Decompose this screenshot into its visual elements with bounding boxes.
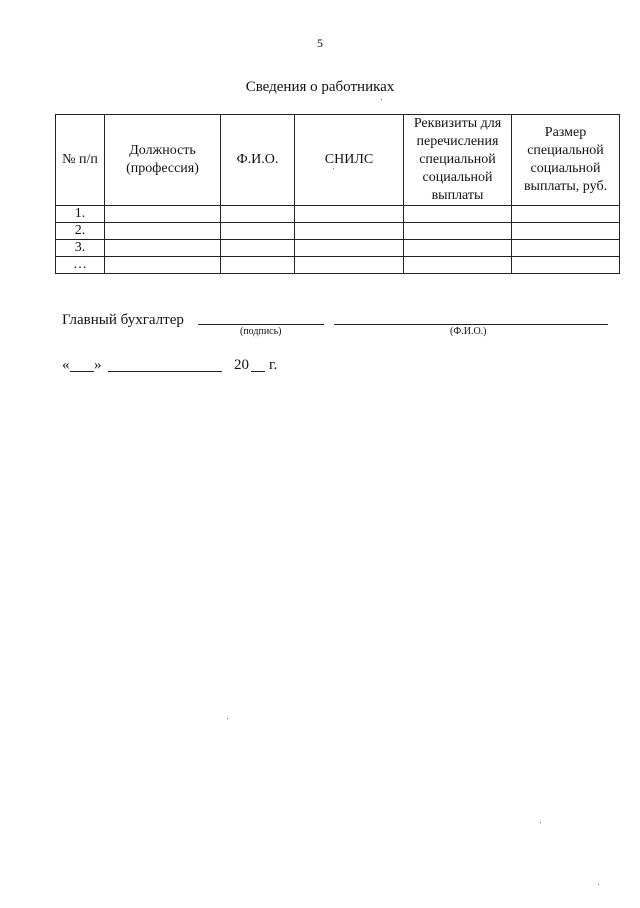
- document-title: Сведения о работниках: [245, 79, 395, 95]
- year-prefix: 20: [234, 357, 249, 373]
- full-name-cell: [221, 240, 295, 257]
- table-row: [56, 223, 620, 240]
- header-payment-details: Реквизиты для перечисления специальной социальной выплаты: [404, 115, 512, 206]
- position-cell: [105, 257, 221, 274]
- row-number-cell: 3.: [56, 240, 105, 257]
- table-row: [56, 240, 620, 257]
- snils-cell: [295, 206, 404, 223]
- scan-speck: [598, 884, 599, 885]
- payment-details-cell: [404, 206, 512, 223]
- day-blank-line: [70, 371, 94, 372]
- year-blank-line: [251, 371, 265, 372]
- full-name-blank-line: [334, 324, 608, 325]
- payment-details-cell: [404, 257, 512, 274]
- full-name-caption: (Ф.И.О.): [450, 326, 487, 337]
- table-header-row: [56, 115, 620, 206]
- snils-cell: [295, 223, 404, 240]
- full-name-cell: [221, 223, 295, 240]
- header-payment-amount: Размер специальной социальной выплаты, руб.: [512, 115, 620, 206]
- month-blank-line: [108, 371, 222, 372]
- table-row: [56, 257, 620, 274]
- row-number-cell: 2.: [56, 223, 105, 240]
- signature-blank-line: [198, 324, 324, 325]
- header-position: Должность (профессия): [105, 115, 221, 206]
- workers-table: [55, 114, 620, 274]
- row-number-cell: …: [56, 257, 105, 274]
- table-row: [56, 206, 620, 223]
- header-snils: СНИЛС: [295, 115, 404, 206]
- payment-details-cell: [404, 240, 512, 257]
- date-open-quote: «: [62, 357, 70, 373]
- signature-label: Главный бухгалтер: [62, 312, 184, 328]
- date-close-quote: »: [94, 357, 102, 373]
- position-cell: [105, 206, 221, 223]
- full-name-cell: [221, 206, 295, 223]
- payment-amount-cell: [512, 206, 620, 223]
- signature-caption: (подпись): [240, 326, 282, 337]
- date-block: [62, 357, 362, 377]
- signature-block: [62, 312, 622, 342]
- payment-amount-cell: [512, 257, 620, 274]
- snils-cell: [295, 240, 404, 257]
- page-number: 5: [317, 36, 323, 50]
- payment-amount-cell: [512, 240, 620, 257]
- snils-cell: [295, 257, 404, 274]
- full-name-cell: [221, 257, 295, 274]
- scan-speck: [540, 822, 541, 823]
- header-full-name: Ф.И.О.: [221, 115, 295, 206]
- year-suffix: г.: [269, 357, 278, 373]
- position-cell: [105, 223, 221, 240]
- position-cell: [105, 240, 221, 257]
- scan-speck: [333, 168, 334, 169]
- payment-amount-cell: [512, 223, 620, 240]
- row-number-cell: 1.: [56, 206, 105, 223]
- scan-speck: [227, 718, 228, 719]
- payment-details-cell: [404, 223, 512, 240]
- header-number: № п/п: [56, 115, 105, 206]
- scan-speck: [381, 99, 382, 100]
